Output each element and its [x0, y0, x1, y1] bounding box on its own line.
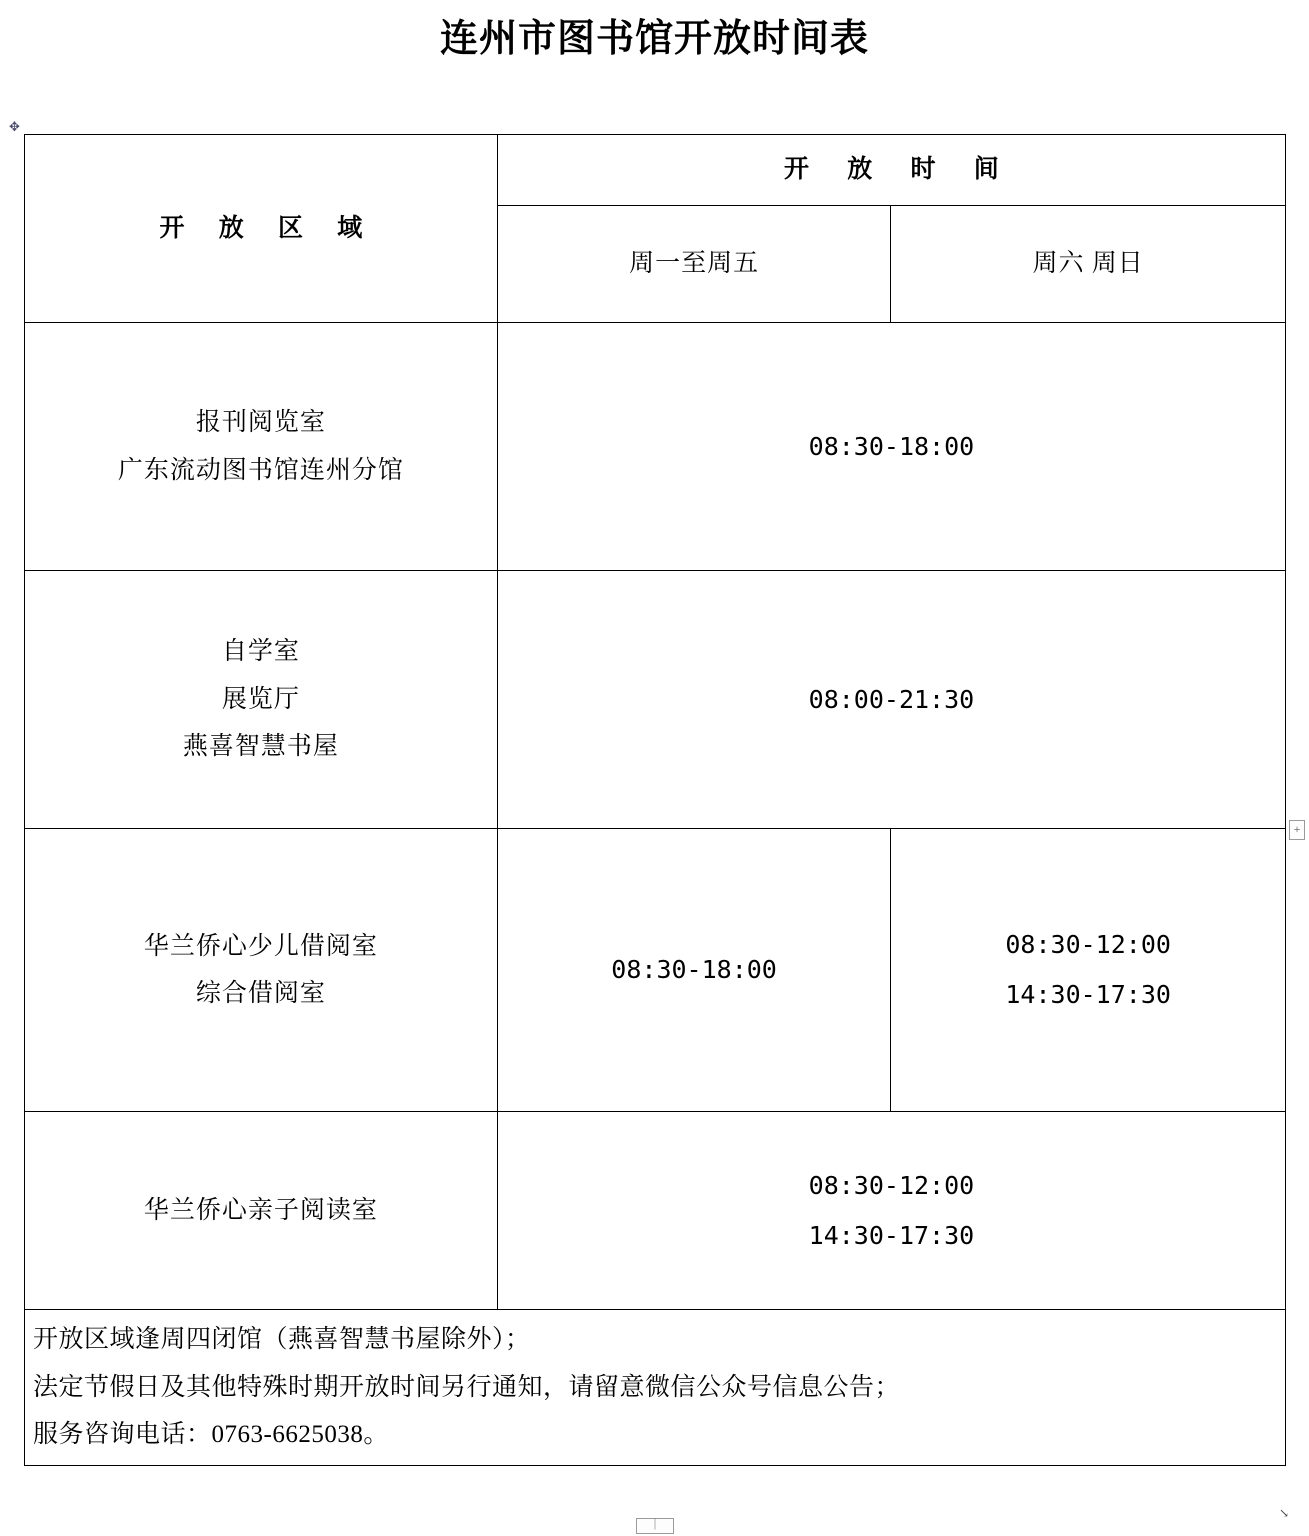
time-line: 08:30-12:00 [808, 1170, 975, 1200]
time-line: 08:00-21:30 [808, 684, 975, 714]
table-row [25, 323, 1286, 571]
header-open-area: 开 放 区 域 [25, 135, 498, 323]
page-title: 连州市图书馆开放时间表 [439, 16, 869, 60]
schedule-table-wrapper [24, 134, 1286, 1466]
time-cell-weekend [891, 829, 1286, 1112]
notes-cell [25, 1310, 1286, 1466]
time-line: 08:30-12:00 [1005, 930, 1171, 959]
time-line: 14:30-17:30 [1005, 980, 1171, 1009]
area-line: 自学室 [221, 638, 300, 666]
header-weekend: 周六 周日 [891, 206, 1286, 323]
area-cell [25, 1112, 498, 1310]
table-bottom-resize-handle[interactable]: ｜ [636, 1518, 674, 1534]
header-open-time: 开 放 时 间 [497, 135, 1285, 206]
area-line: 华兰侨心亲子阅读室 [143, 1196, 378, 1224]
time-line: 08:30-18:00 [611, 955, 777, 984]
area-cell [25, 829, 498, 1112]
table-move-handle-icon[interactable]: ✥ [9, 119, 20, 134]
table-row [25, 571, 1286, 829]
area-cell [25, 323, 498, 571]
area-line: 综合借阅室 [195, 980, 326, 1007]
page-corner-marker-icon: ↘ [1279, 1506, 1290, 1520]
area-line: 广东流动图书馆连州分馆 [117, 456, 404, 484]
time-cell-all-week [497, 571, 1285, 829]
time-line: 14:30-17:30 [808, 1220, 975, 1250]
table-row [25, 829, 1286, 1112]
note-line: 法定节假日及其他特殊时期开放时间另行通知，请留意微信公众号信息公告； [33, 1373, 901, 1401]
table-notes-row [25, 1310, 1286, 1466]
table-row [25, 1112, 1286, 1310]
area-line: 燕喜智慧书屋 [182, 733, 339, 761]
table-right-resize-handle[interactable]: + [1289, 820, 1305, 840]
area-line: 报刊阅览室 [195, 409, 326, 436]
note-line: 服务咨询电话：0763-6625038。 [33, 1421, 389, 1448]
note-line: 开放区域逢周四闭馆（燕喜智慧书屋除外）； [33, 1326, 531, 1353]
opening-hours-table [24, 134, 1286, 1466]
time-line: 08:30-18:00 [808, 431, 975, 461]
area-cell [25, 571, 498, 829]
area-line: 展览厅 [221, 685, 300, 713]
time-cell-all-week [497, 323, 1285, 571]
header-weekday: 周一至周五 [497, 206, 890, 323]
time-cell-weekday [497, 829, 890, 1112]
area-line: 华兰侨心少儿借阅室 [143, 932, 378, 960]
time-cell-all-week [497, 1112, 1285, 1310]
table-header-row-1 [25, 135, 1286, 206]
